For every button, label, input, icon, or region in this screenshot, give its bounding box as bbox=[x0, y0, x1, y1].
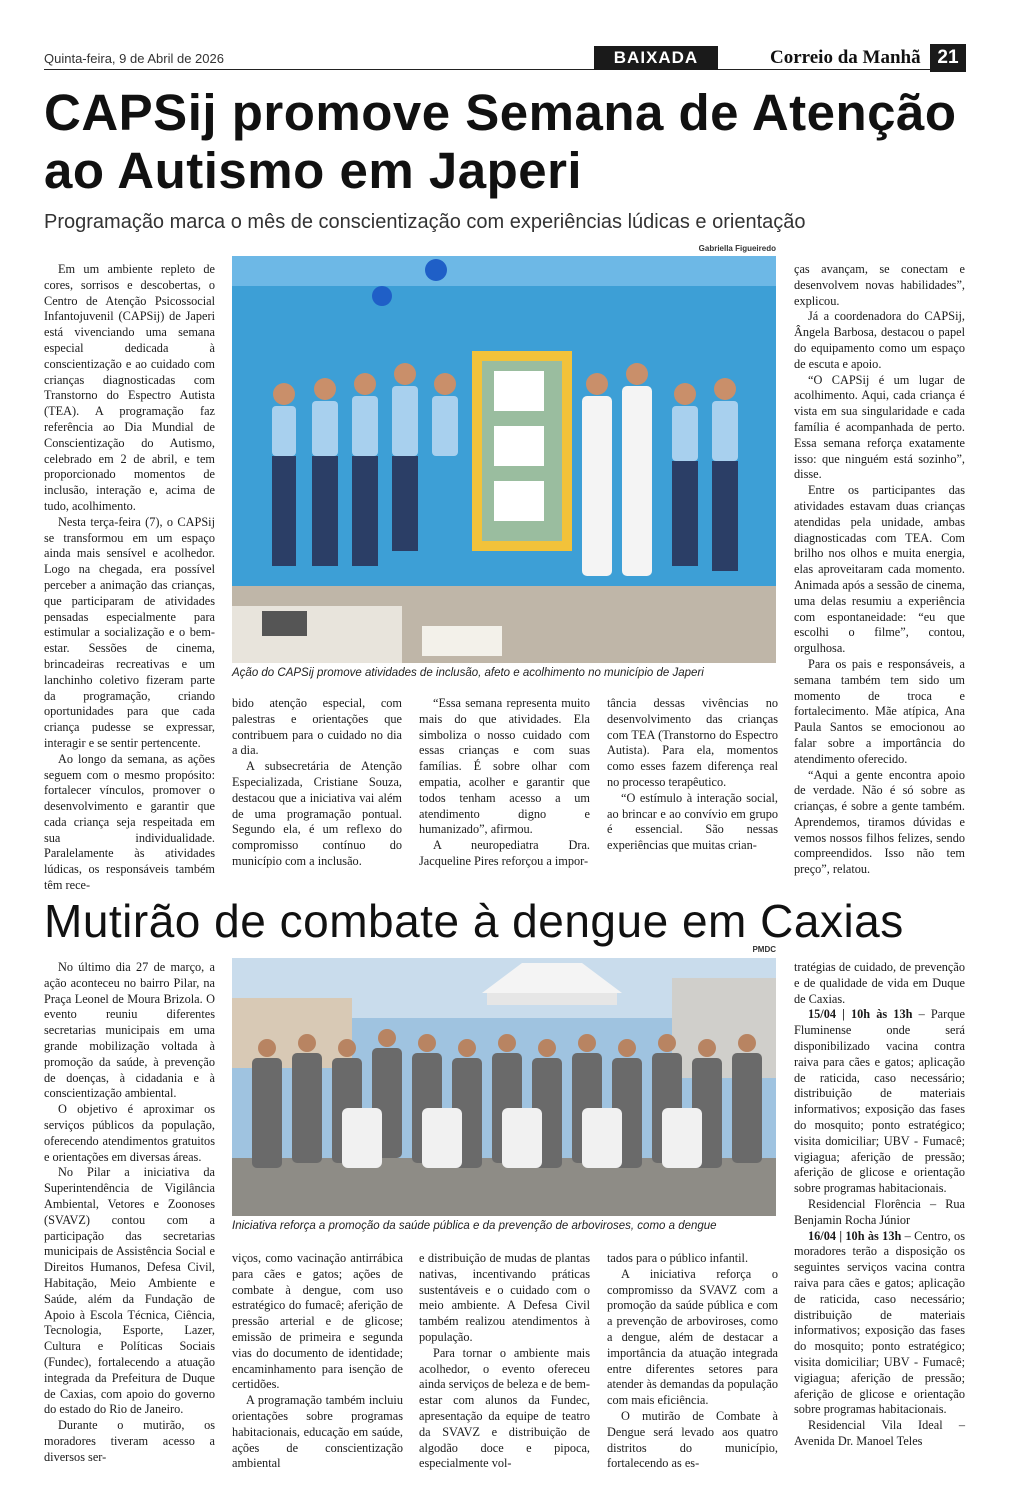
schedule-location: Residencial Florência – Rua Benjamin Rocha Júnior bbox=[794, 1196, 965, 1227]
paragraph: bido atenção especial, com palestras e orientações que contribuem para o cuidado no dia a dia. bbox=[232, 696, 402, 758]
article1-photo-caption: Ação do CAPSij promove atividades de inclusão, afeto e acolhimento no município de Japeri bbox=[232, 667, 704, 679]
page-number: 21 bbox=[930, 44, 966, 72]
paragraph: “Essa semana representa muito mais do que atividades. Ela simboliza o nosso cuidado com essas crianças e com suas famílias. É sobre olhar com empatia, acolher e garantir que todos tenham acesso a um atendimento digno e humanizado”, afirmou. bbox=[419, 696, 590, 837]
article1-subheadline: Programação marca o mês de conscientização com experiências lúdicas e orientação bbox=[44, 211, 806, 233]
paragraph: e distribuição de mudas de plantas nativas, incentivando práticas sustentáveis e o cuidado com o meio ambiente. A Defesa Civil também realizou atendimentos à população. bbox=[419, 1251, 590, 1344]
article1-photo bbox=[232, 256, 776, 663]
article2-headline: Mutirão de combate à dengue em Caxias bbox=[44, 895, 904, 947]
paragraph: Para os pais e responsáveis, a semana também tem sido um momento de troca e fortalecimento. Mãe atípica, Ana Paula Santos se emocionou ao falar sobre a importância do atendimento oferecido. bbox=[794, 656, 965, 766]
newspaper-name: Correio da Manhã bbox=[770, 47, 921, 68]
article2-column-1 bbox=[44, 960, 215, 1466]
article1-column-2 bbox=[232, 696, 402, 870]
article1-column-1 bbox=[44, 262, 215, 894]
schedule-date: 16/04 | 10h às 13h bbox=[808, 1228, 902, 1243]
paragraph: “Aqui a gente encontra apoio de verdade. Não é só sobre as crianças, é sobre a gente também. Aprendemos, tiramos dúvidas e vemos nossos filhos felizes, sendo compreendidos. Isso não tem preço”, relatou. bbox=[794, 767, 965, 877]
schedule-text: – Parque Fluminense onde será disponibilizado vacina contra raiva para cães e gatos; aplicação de raticida, caso necessário; distribuição de materiais informativos; exposição das fases do mosquito; ponto estratégico; visita domiciliar; UBV - Fumacê; vigiagua; aferição de pressão; aferição de glicose e orientação sobre programas habitacionais. bbox=[794, 1007, 965, 1196]
paragraph: Para tornar o ambiente mais acolhedor, o evento ofereceu ainda serviços de beleza e de bem-estar com alunos da Fundec, apresentação da equipe de teatro da SVAVZ e distribuição de algodão doce e pipoca, especialmente vol- bbox=[419, 1345, 590, 1471]
paragraph: A neuropediatra Dra. Jacqueline Pires reforçou a impor- bbox=[419, 838, 590, 868]
article1-column-5 bbox=[794, 262, 965, 878]
article2-column-4 bbox=[607, 1251, 778, 1472]
schedule-text: – Centro, os moradores terão a disposição os seguintes serviços vacina contra raiva para cães e gatos; aplicação de raticida, caso necessário; distribuição de materiais informativos; exposição das fases do mosquito; ponto estratégico; visita domiciliar; UBV - Fumacê; vigiagua; aferição de pressão; aferição de glicose e orientação sobre programas habitacionais. bbox=[794, 1228, 965, 1417]
paragraph: viços, como vacinação antirrábica para cães e gatos; ações de combate à dengue, com uso estratégico do fumacê; aferição de pressão arterial e de glicose; emissão de primeira e segunda vias do documento de identidade; encaminhamento para isenção de certidões. bbox=[232, 1251, 403, 1392]
paragraph: tados para o público infantil. bbox=[607, 1251, 749, 1265]
article2-column-2 bbox=[232, 1251, 403, 1472]
edition-date: Quinta-feira, 9 de Abril de 2026 bbox=[44, 51, 224, 66]
article1-photo-credit: Gabriella Figueiredo bbox=[698, 244, 776, 253]
paragraph: No Pilar a iniciativa da Superintendência de Vigilância Ambiental, Vetores e Zoonoses (SVAVZ) contou com a participação das secretarias municipais de Assistência Social e Direitos Humanos, Defesa Civil, Habitação, Meio Ambiente e Saúde, além da Fundação de Apoio à Escola Técnica, Ciência, Tecnologia, Esporte, Lazer, Cultura e Políticas Sociais (Fundec), fortalecendo a atuação integrada da Prefeitura de Duque de Caxias, com apoio do governo do estado do Rio de Janeiro. bbox=[44, 1165, 215, 1417]
paragraph: Em um ambiente repleto de cores, sorrisos e descobertas, o Centro de Atenção Psicossocial Infantojuvenil (CAPSij) de Japeri está vivenciando uma semana especial dedicada à conscientização e ao cuidado com crianças diagnosticadas com Transtorno do Espectro Autista (TEA). A programação faz referência ao Dia Mundial de Conscientização do Autismo, celebrado em 2 de abril, e tem proporcionado momentos de inclusão, interação e, acima de tudo, acolhimento. bbox=[44, 262, 215, 513]
section-label: BAIXADA bbox=[594, 46, 718, 70]
paragraph: No último dia 27 de março, a ação aconteceu no bairro Pilar, na Praça Leonel de Moura Brizola. O evento reuniu diferentes secretarias municipais em uma grande mobilização voltada à promoção da saúde, à prevenção de doenças, à cidadania e à conscientização ambiental. bbox=[44, 960, 215, 1101]
paragraph: O mutirão de Combate à Dengue será levado aos quatro distritos do município, fortalecendo as es- bbox=[607, 1408, 778, 1471]
paragraph: Durante o mutirão, os moradores tiveram acesso a diversos ser- bbox=[44, 1418, 215, 1464]
paragraph: Já a coordenadora do CAPSij, Ângela Barbosa, destacou o papel do equipamento como um espaço de escuta e apoio. bbox=[794, 309, 965, 371]
paragraph: tância dessas vivências no desenvolvimento das crianças com TEA (Transtorno do Espectro Autista). Para ela, momentos como esses fazem diferença real no processo terapêutico. bbox=[607, 696, 778, 789]
schedule-date: 15/04 | 10h às 13h bbox=[808, 1007, 913, 1022]
paragraph: Nesta terça-feira (7), o CAPSij se transformou em um espaço ainda mais sensível e acolhedor. Logo na chegada, era possível perceber a animação das crianças, que participaram de atividades pensadas especialmente para estimular a socialização e o bem-estar. Sessões de cinema, brincadeiras recreativas e um lanchinho coletivo fizeram parte da programação, criando oportunidades para que cada criança pudesse se expressar, interagir e se sentir pertencente. bbox=[44, 514, 215, 750]
paragraph: A programação também incluiu orientações sobre programas habitacionais, educação em saúde, ações de conscientização ambiental bbox=[232, 1393, 403, 1471]
paragraph: A iniciativa reforça o compromisso da SVAVZ com a promoção da saúde pública e com a prevenção de arboviroses, como a dengue, além de destacar a importância da atuação integrada entre diferentes setores para atender às demandas da população com mais eficiência. bbox=[607, 1266, 778, 1408]
paragraph: O objetivo é aproximar os serviços públicos da população, oferecendo atendimentos gratuitos e orientações em diversas áreas. bbox=[44, 1102, 215, 1164]
article1-column-4 bbox=[607, 696, 778, 854]
article2-column-3 bbox=[419, 1251, 590, 1472]
paragraph: tratégias de cuidado, de prevenção e de qualidade de vida em Duque de Caxias. bbox=[794, 960, 965, 1006]
article2-photo-caption: Iniciativa reforça a promoção da saúde pública e da prevenção de arboviroses, como a dengue bbox=[232, 1220, 717, 1232]
paragraph: “O estímulo à interação social, ao brincar e ao convívio em grupo é essencial. São nessas experiências que muitas crian- bbox=[607, 790, 778, 853]
article2-photo bbox=[232, 958, 776, 1216]
paragraph: A subsecretária de Atenção Especializada, Cristiane Souza, destacou que a iniciativa vai além de uma programação pontual. Segundo ela, é um reflexo do compromisso contínuo do município com a inclusão. bbox=[232, 759, 402, 868]
paragraph: Entre os participantes das atividades estavam duas crianças atendidas pela unidade, ambas diagnosticadas com TEA. Com brilho nos olhos e muita energia, elas aproveitaram cada momento. Animada após a sessão de cinema, uma delas resumiu a experiência com espontaneidade: “eu que escolhi o filme”, contou, orgulhosa. bbox=[794, 483, 965, 656]
paragraph: Ao longo da semana, as ações seguem com o mesmo propósito: fortalecer vínculos, promover o desenvolvimento e garantir que cada criança seja respeitada em sua individualidade. Paralelamente às atividades lúdicas, os responsáveis também têm rece- bbox=[44, 751, 215, 893]
article2-photo-credit: PMDC bbox=[752, 945, 776, 954]
article2-column-5 bbox=[794, 960, 965, 1450]
schedule-item bbox=[794, 1007, 965, 1197]
group-photo-illustration bbox=[232, 958, 776, 1216]
schedule-location: Residencial Vila Ideal – Avenida Dr. Manoel Teles bbox=[794, 1418, 965, 1448]
group-photo-illustration bbox=[232, 256, 776, 663]
paragraph: ças avançam, se conectam e desenvolvem novas habilidades”, explicou. bbox=[794, 262, 965, 308]
article1-column-3 bbox=[419, 696, 590, 870]
article1-headline: CAPSij promove Semana de Atenção ao Autismo em Japeri bbox=[44, 84, 957, 199]
schedule-item bbox=[794, 1229, 965, 1419]
paragraph: “O CAPSij é um lugar de acolhimento. Aqui, cada criança é vista em sua singularidade e cada família é acompanhada de perto. Essa semana reforça exatamente isso: que ninguém está sozinho”, disse. bbox=[794, 372, 965, 482]
